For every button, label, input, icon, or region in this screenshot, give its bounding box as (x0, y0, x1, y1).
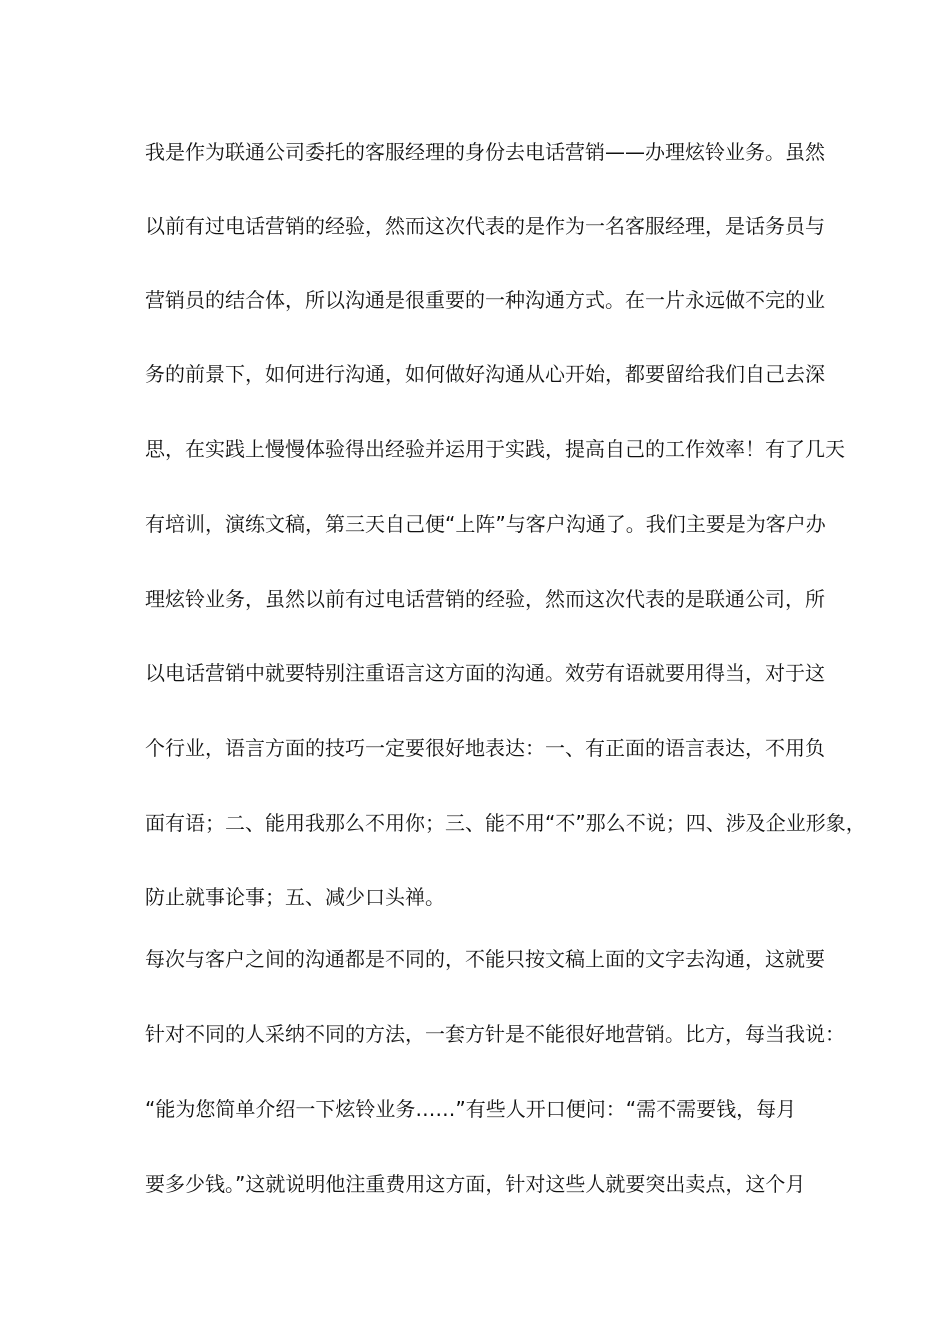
paragraph-line: 要多少钱。”这就说明他注重费用这方面，针对这些人就要突出卖点，这个月 (145, 1172, 806, 1196)
paragraph-line: 以前有过电话营销的经验，然而这次代表的是作为一名客服经理，是话务员与 (145, 214, 825, 238)
paragraph-line: 我是作为联通公司委托的客服经理的身份去电话营销——办理炫铃业务。虽然 (145, 140, 825, 164)
paragraph-line: 个行业，语言方面的技巧一定要很好地表达：一、有正面的语言表达，不用负 (145, 736, 825, 760)
paragraph-line: 防止就事论事；五、减少口头禅。 (145, 885, 445, 909)
paragraph-line: 思，在实践上慢慢体验得出经验并运用于实践，提高自己的工作效率！有了几天 (145, 437, 845, 461)
paragraph-line: 有培训，演练文稿，第三天自己便“上阵”与客户沟通了。我们主要是为客户办 (145, 512, 826, 536)
paragraph-line: 营销员的结合体，所以沟通是很重要的一种沟通方式。在一片永远做不完的业 (145, 288, 825, 312)
paragraph-line: 面有语；二、能用我那么不用你；三、能不用“不”那么不说；四、涉及企业形象， (145, 811, 866, 835)
paragraph-line: 针对不同的人采纳不同的方法，一套方针是不能很好地营销。比方，每当我说： (145, 1022, 845, 1046)
paragraph-line: 理炫铃业务，虽然以前有过电话营销的经验，然而这次代表的是联通公司，所 (145, 587, 825, 611)
paragraph-line: 务的前景下，如何进行沟通，如何做好沟通从心开始，都要留给我们自己去深 (145, 362, 825, 386)
paragraph-line: 每次与客户之间的沟通都是不同的，不能只按文稿上面的文字去沟通，这就要 (145, 947, 825, 971)
paragraph-line: “能为您简单介绍一下炫铃业务……”有些人开口便问：“需不需要钱，每月 (145, 1097, 797, 1121)
paragraph-line: 以电话营销中就要特别注重语言这方面的沟通。效劳有语就要用得当，对于这 (145, 661, 825, 685)
